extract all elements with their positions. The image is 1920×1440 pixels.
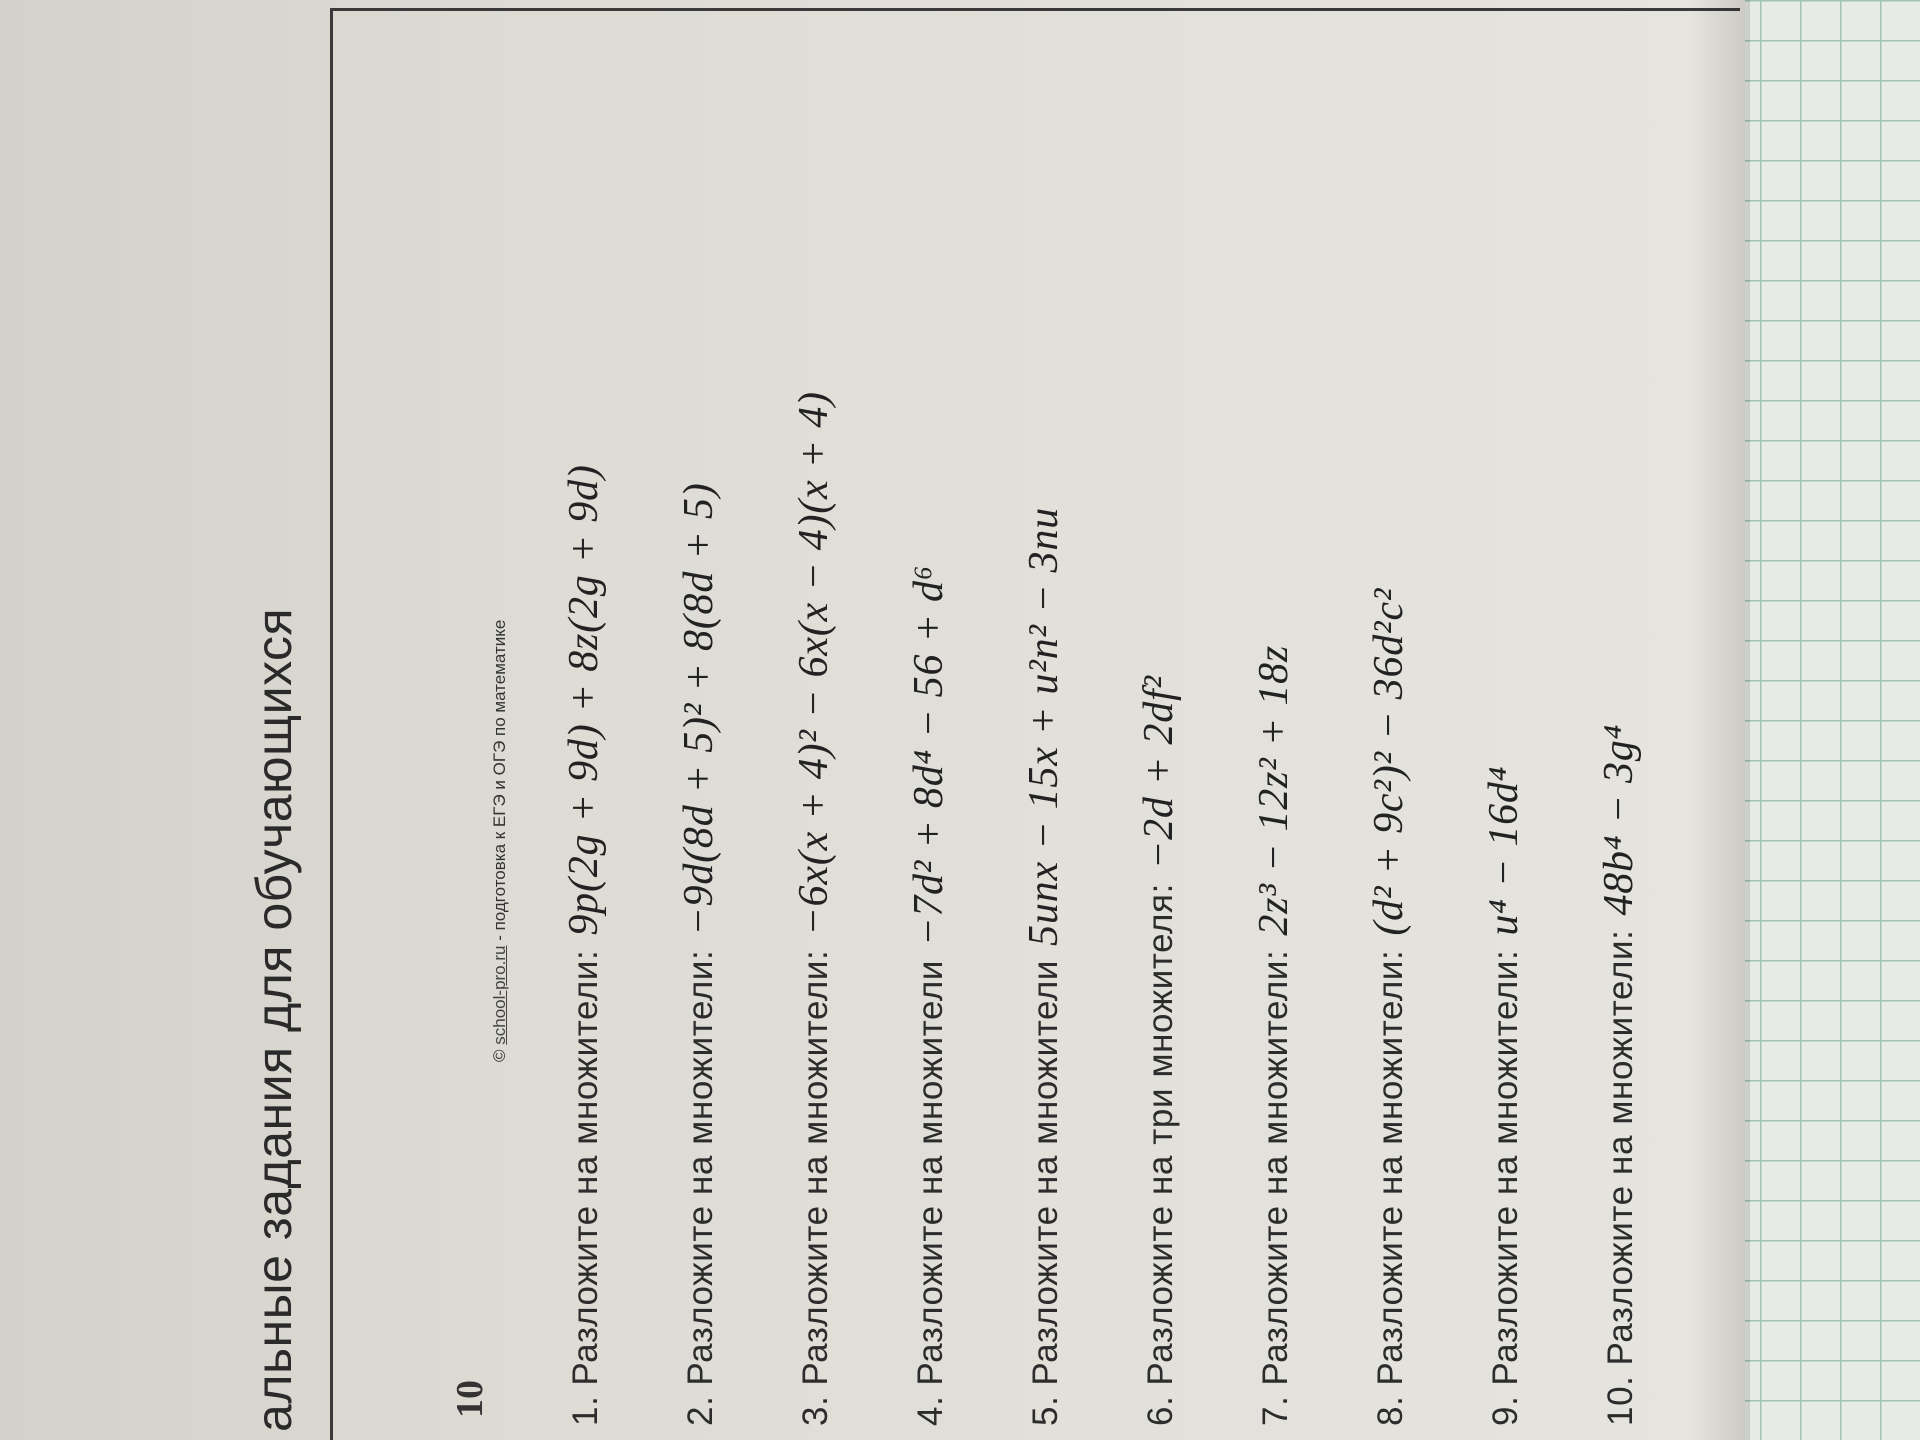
- task-text: Разложите на множители:: [1601, 929, 1640, 1366]
- task-item: [675, 483, 723, 1426]
- task-expression: −9d(8d + 5)² + 8(8d + 5): [676, 482, 722, 936]
- page-number: 10: [449, 1380, 491, 1418]
- task-number: 9.: [1486, 1395, 1525, 1426]
- task-expression: −7d² + 8d⁴ − 56 + d⁶: [906, 564, 952, 946]
- task-item: [1595, 724, 1643, 1426]
- task-number: 10.: [1601, 1375, 1640, 1426]
- task-number: 2.: [681, 1395, 720, 1426]
- task-expression: −6x(x + 4)² − 6x(x − 4)(x + 4): [791, 391, 837, 936]
- task-expression: −2d + 2df²: [1136, 675, 1182, 870]
- task-expression: 48b⁴ − 3g⁴: [1596, 724, 1642, 916]
- page-heading: альные задания для обучающихся: [246, 607, 302, 1432]
- task-number: 4.: [911, 1395, 950, 1426]
- task-number: 8.: [1371, 1395, 1410, 1426]
- task-text: Разложите на множители: [1026, 959, 1065, 1386]
- task-item: [1020, 507, 1068, 1426]
- task-item: [1250, 645, 1298, 1426]
- task-expression: 9p(2g + 9d) + 8z(2g + 9d): [561, 464, 607, 936]
- credit-text: - подготовка к ЕГЭ и ОГЭ по математике: [490, 619, 509, 946]
- task-text: Разложите на три множителя:: [1141, 883, 1180, 1386]
- task-text: Разложите на множители: [911, 959, 950, 1386]
- task-number: 6.: [1141, 1395, 1180, 1426]
- task-item: [1480, 766, 1528, 1426]
- task-expression: u⁴ − 16d⁴: [1481, 765, 1527, 936]
- task-text: Разложите на множители:: [796, 949, 835, 1386]
- credit-line: [490, 620, 510, 1062]
- task-item: [790, 391, 838, 1426]
- copyright-icon: ©: [490, 1049, 509, 1062]
- task-number: 3.: [796, 1395, 835, 1426]
- task-number: 7.: [1256, 1395, 1295, 1426]
- task-item: [1365, 588, 1413, 1426]
- task-text: Разложите на множители:: [1371, 949, 1410, 1386]
- task-text: Разложите на множители:: [1256, 949, 1295, 1386]
- task-text: Разложите на множители:: [566, 949, 605, 1386]
- task-expression: (d² + 9c²)² − 36d²c²: [1366, 587, 1412, 936]
- task-number: 1.: [566, 1395, 605, 1426]
- task-item: [905, 565, 953, 1426]
- task-number: 5.: [1026, 1395, 1065, 1426]
- task-expression: 5unx − 15x + u²n² − 3nu: [1021, 507, 1067, 946]
- task-expression: 2z³ − 12z² + 18z: [1251, 644, 1297, 936]
- task-text: Разложите на множители:: [681, 949, 720, 1386]
- sheet-edge-shadow: [1690, 0, 1750, 1440]
- task-text: Разложите на множители:: [1486, 949, 1525, 1386]
- task-item: [560, 464, 608, 1426]
- credit-link[interactable]: school-pro.ru: [490, 945, 509, 1045]
- task-item: [1135, 675, 1183, 1426]
